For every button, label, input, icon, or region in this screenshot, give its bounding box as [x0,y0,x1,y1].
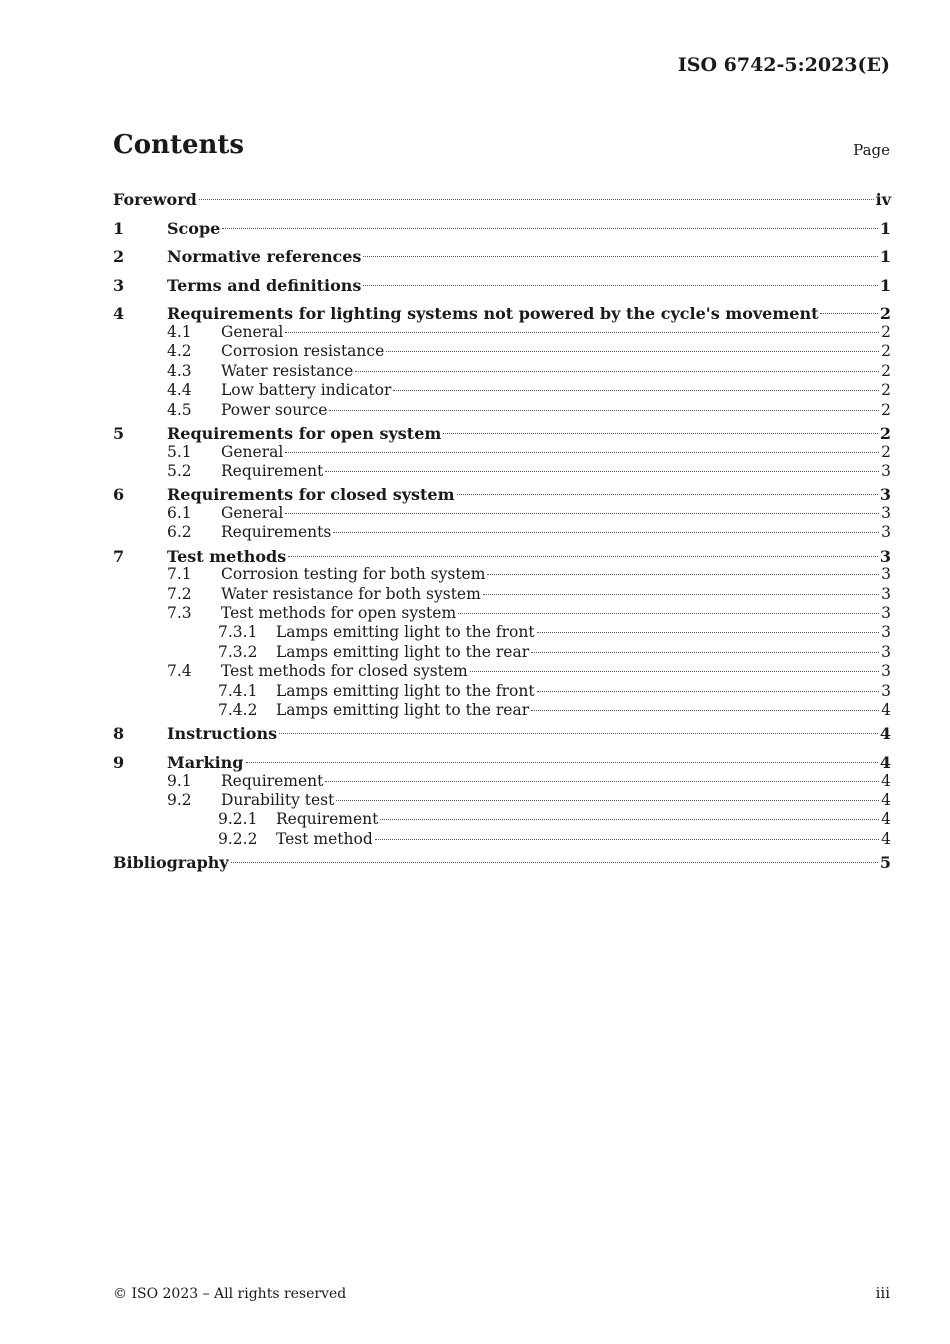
toc-entry[interactable] [113,682,891,701]
dot-leader [246,762,878,763]
toc-entry-title: Lamps emitting light to the rear [276,642,530,661]
dot-leader [537,691,879,692]
toc-entry-number: 7.4.2 [218,701,258,719]
dot-leader [363,285,877,286]
toc-entry-page: 2 [881,322,891,341]
document-id: ISO 6742-5:2023(E) [677,54,890,76]
dot-leader [537,632,879,633]
toc-entry-page: 4 [881,810,891,829]
toc-entry-title: Terms and definitions [167,275,362,295]
toc-entry-title: Bibliography [113,853,229,873]
toc-entry[interactable] [113,623,891,642]
toc-entry-number: 9.1 [167,771,192,790]
toc-entry-number: 1 [113,218,125,238]
toc-entry-page: 2 [881,381,891,400]
toc-entry-title: Corrosion resistance [221,342,385,361]
toc-entry-page: 5 [879,853,891,873]
dot-leader [285,332,879,333]
toc-entry-page: 3 [881,604,891,623]
toc-entry[interactable] [113,362,891,381]
dot-leader [288,556,878,557]
toc-entry-page: 3 [881,523,891,542]
toc-entry-number: 9.2.1 [218,810,258,829]
toc-entry-page: 3 [881,662,891,681]
toc-entry-number: 7.3.1 [218,623,258,642]
toc-entry-number: 7.4.1 [218,681,258,700]
toc-entry-number: 3 [113,275,125,295]
dot-leader [386,351,879,352]
toc-entry[interactable] [113,565,891,584]
dot-leader [285,513,879,514]
toc-entry-title: Requirement [221,771,324,790]
toc-entry-number: 4.3 [167,361,192,380]
toc-entry-number: 4.4 [167,381,192,400]
toc-entry-number: 6.2 [167,523,192,542]
toc-entry-title: Low battery indicator [221,381,392,400]
dot-leader [487,574,879,575]
toc-entry-title: Power source [221,400,328,419]
toc-entry-number: 7.1 [167,565,192,584]
toc-entry-number: 5.1 [167,442,192,461]
toc-entry-number: 4.5 [167,400,192,419]
toc-entry[interactable] [113,810,891,829]
dot-leader [483,594,879,595]
toc-entry-title: General [221,442,284,461]
toc-entry[interactable] [113,830,891,849]
toc-entry-title: Requirements for closed system [167,485,455,505]
toc-entry-title: Requirement [221,461,324,480]
toc-entry-page: 3 [881,461,891,480]
toc-entry-number: 6.1 [167,503,192,522]
toc-entry-title: Foreword [113,190,197,209]
toc-entry-title: Lamps emitting light to the front [276,681,535,700]
dot-leader [363,256,877,257]
toc-entry[interactable] [113,186,891,215]
dot-leader [285,452,879,453]
toc-entry-page: 3 [881,681,891,700]
dot-leader [375,839,879,840]
dot-leader [231,862,878,863]
toc-entry-title: Test methods for open system [221,604,457,623]
toc-entry-title: Lamps emitting light to the rear [276,701,530,719]
dot-leader [458,613,879,614]
toc-entry-title: Water resistance for both system [221,584,481,603]
dot-leader [457,494,878,495]
toc-entry-number: 7.2 [167,584,192,603]
toc-entry-page: 3 [881,642,891,661]
toc-entry[interactable] [113,381,891,400]
toc-entry-title: Marking [167,752,244,772]
toc-entry-page: 4 [881,790,891,809]
toc-entry-page: 2 [881,442,891,461]
toc-entry-page: 1 [879,275,891,295]
toc-entry-number: 2 [113,247,125,267]
toc-entry-title: Requirements [221,523,332,542]
dot-leader [325,781,879,782]
toc-entry-page: 3 [879,546,891,566]
dot-leader [380,819,879,820]
toc-entry-number: 9 [113,752,125,772]
toc-entry-title: General [221,322,284,341]
toc-entry-page: 3 [881,584,891,603]
toc-entry-page: 3 [881,565,891,584]
toc-entry[interactable] [113,323,891,342]
toc-entry[interactable] [113,443,891,462]
dot-leader [355,371,879,372]
toc-entry-number: 7.3 [167,604,192,623]
toc-entry[interactable] [113,662,891,681]
toc-entry-title: Normative references [167,247,362,267]
toc-entry[interactable] [113,523,891,542]
toc-entry-number: 4.2 [167,342,192,361]
toc-entry[interactable] [113,504,891,523]
page-number: iii [875,1284,890,1302]
toc-entry-title: General [221,503,284,522]
toc-entry-title: Instructions [167,724,278,744]
toc-entry-page: 3 [881,503,891,522]
toc-entry[interactable] [113,462,891,481]
toc-entry-number: 9.2 [167,790,192,809]
toc-entry-title: Requirements for lighting systems not powered by the cycle's movement [167,304,819,324]
toc-entry[interactable] [113,243,891,272]
toc-entry-number: 4 [113,304,125,324]
toc-entry-title: Requirement [276,810,379,829]
toc-entry-title: Lamps emitting light to the front [276,623,535,642]
toc-entry-title: Requirements for open system [167,423,442,443]
toc-entry-title: Durability test [221,790,335,809]
toc-entry-title: Test methods [167,546,287,566]
dot-leader [470,671,879,672]
toc-entry-page: 4 [881,829,891,848]
toc-entry-number: 7.4 [167,662,192,681]
toc-entry-title: Corrosion testing for both system [221,565,486,584]
page-column-label: Page [853,141,890,159]
toc-entry[interactable] [113,849,891,878]
dot-leader [531,652,879,653]
dot-leader [329,410,879,411]
toc-entry-number: 5.2 [167,461,192,480]
table-of-contents [113,186,891,878]
dot-leader [325,471,879,472]
toc-entry[interactable] [113,215,891,244]
dot-leader [820,313,877,314]
toc-entry-page: 2 [881,361,891,380]
toc-entry-number: 9.2.2 [218,829,258,848]
dot-leader [222,228,878,229]
toc-entry[interactable] [113,585,891,604]
toc-entry[interactable] [113,701,891,720]
dot-leader [531,710,879,711]
contents-heading: Contents [113,130,245,160]
toc-entry-title: Scope [167,218,221,238]
toc-entry-page: 4 [879,724,891,744]
copyright-notice: © ISO 2023 – All rights reserved [113,1286,347,1302]
toc-entry-page: 4 [881,701,891,719]
toc-entry-title: Water resistance [221,361,354,380]
toc-entry-page: iv [875,190,891,209]
toc-entry-title: Test methods for closed system [221,662,468,681]
toc-entry[interactable] [113,342,891,361]
toc-entry[interactable] [113,272,891,301]
toc-entry-number: 6 [113,485,125,505]
toc-entry-page: 4 [881,771,891,790]
toc-entry[interactable] [113,604,891,623]
toc-entry-title: Test method [276,829,373,848]
toc-entry-page: 2 [881,400,891,419]
toc-entry[interactable] [113,401,891,420]
dot-leader [393,390,879,391]
toc-entry-page: 3 [881,623,891,642]
toc-entry-page: 4 [879,752,891,772]
toc-entry-number: 8 [113,724,125,744]
toc-entry[interactable] [113,772,891,791]
toc-entry-number: 4.1 [167,322,192,341]
toc-entry[interactable] [113,720,891,749]
toc-entry-number: 7.3.2 [218,642,258,661]
toc-entry-number: 5 [113,423,125,443]
toc-entry-page: 1 [879,218,891,238]
toc-entry-page: 1 [879,247,891,267]
toc-entry-page: 2 [879,304,891,324]
dot-leader [443,433,878,434]
toc-entry-page: 2 [879,423,891,443]
toc-entry[interactable] [113,791,891,810]
dot-leader [279,733,878,734]
toc-entry-number: 7 [113,546,125,566]
dot-leader [333,532,879,533]
toc-entry[interactable] [113,643,891,662]
toc-entry-page: 3 [879,485,891,505]
dot-leader [336,800,879,801]
toc-entry-page: 2 [881,342,891,361]
dot-leader [199,199,874,200]
